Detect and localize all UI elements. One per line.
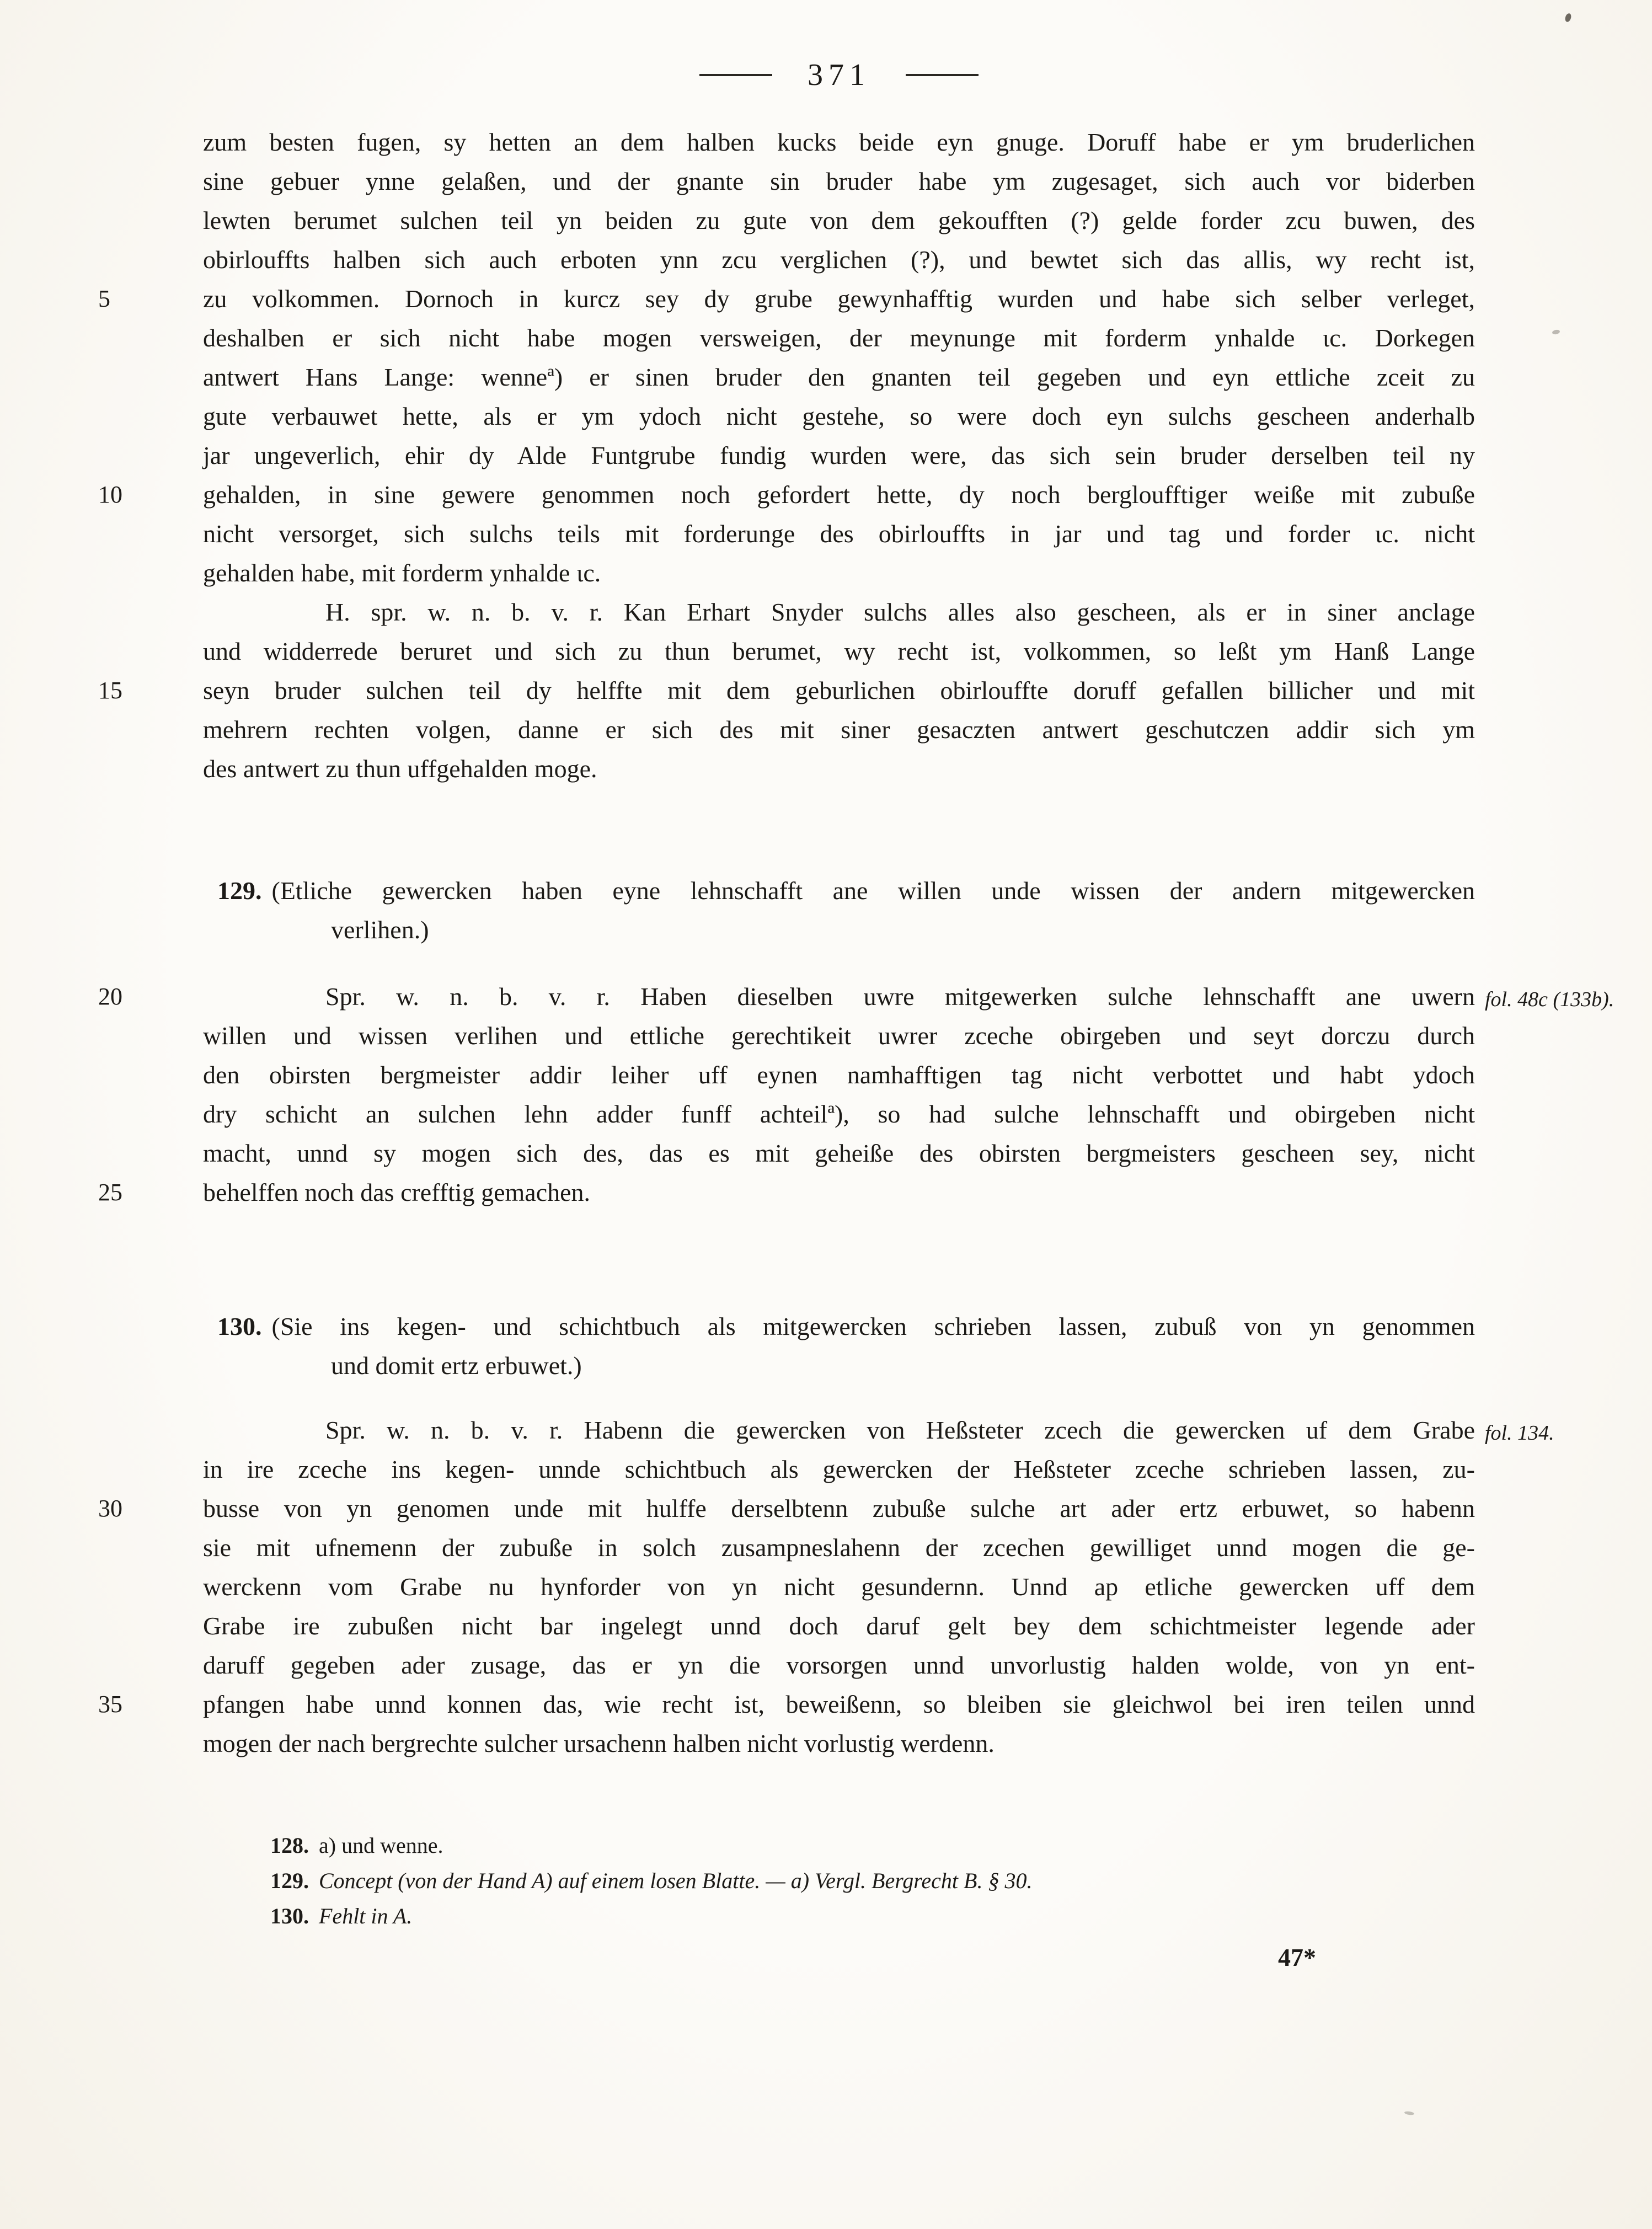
folio-note: fol. 134.: [1485, 1421, 1554, 1445]
margin-line-number: 5: [98, 285, 110, 312]
text-line: [203, 397, 1475, 436]
line-text: lewten berumet sulchen teil yn beiden zu gute von dem gekoufften (?) gelde forder zcu buwen, des: [203, 206, 1475, 234]
line-text: Spr. w. n. b. v. r. Haben dieselben uwre mitgewerken sulche lehnschafft ane uwern: [325, 982, 1475, 1011]
text-line: [203, 240, 1475, 279]
line-text: mogen der nach bergrechte sulcher ursachenn halben nicht vorlustig werdenn.: [203, 1729, 995, 1757]
text-line: [203, 553, 1475, 592]
line-text: (Sie ins kegen- und schichtbuch als mitgewercken schrieben lassen, zubuß von yn genommen: [271, 1312, 1475, 1340]
margin-line-number: 25: [98, 1179, 122, 1206]
line-text: zum besten fugen, sy hetten an dem halben kucks beide eyn gnuge. Doruff habe er ym bruderlichen: [203, 128, 1475, 156]
text-line: [98, 279, 1475, 318]
line-text: macht, unnd sy mogen sich des, das es mit geheiße des obirsten bergmeisters gescheen sey, nicht: [203, 1139, 1475, 1167]
page-number: 371: [808, 58, 870, 92]
text-line: [203, 592, 1475, 632]
footnote-text: Fehlt in A.: [319, 1904, 413, 1928]
page-header: [203, 57, 1475, 93]
line-text: deshalben er sich nicht habe mogen versweigen, der meynunge mit forderm ynhalde ɩc. Dorkegen: [203, 324, 1475, 352]
text-line: [203, 201, 1475, 240]
text-line: [98, 671, 1475, 710]
section-129-heading: [203, 871, 1475, 949]
line-text: daruff gegeben ader zusage, das er yn die vorsorgen unnd unvorlustig halden wolde, von yn ent-: [203, 1651, 1475, 1679]
line-text: gute verbauwet hette, als er ym ydoch nicht gestehe, so were doch eyn sulchs gescheen anderhalb: [203, 402, 1475, 430]
text-line: [98, 1489, 1475, 1528]
line-text: werckenn vom Grabe nu hynforder von yn nicht gesundernn. Unnd ap etliche gewercken uff dem: [203, 1573, 1475, 1601]
section-number: 129.: [217, 876, 262, 905]
line-text: mehrern rechten volgen, danne er sich des mit siner gesaczten antwert geschutczen addir sich ym: [203, 715, 1475, 744]
margin-line-number: 35: [98, 1691, 122, 1718]
scan-speck: [1404, 2111, 1415, 2115]
footnote-number: 129.: [270, 1868, 309, 1893]
text-line: [98, 1173, 1475, 1212]
text-line: [203, 1016, 1475, 1055]
section-129-body: [98, 977, 1614, 1212]
line-text: und widderrede beruret und sich zu thun berumet, wy recht ist, volkommen, so leßt ym Hanß Lange: [203, 637, 1475, 665]
text-line: [203, 318, 1475, 357]
line-text: den obirsten bergmeister addir leiher uff eynen namhafftigen tag nicht verbottet und habt ydoch: [203, 1061, 1475, 1089]
scan-speck: [1552, 329, 1560, 335]
footnotes: [270, 1828, 1475, 1934]
line-text: pfangen habe unnd konnen das, wie recht ist, beweißenn, so bleiben sie gleichwol bei iren teilen unnd: [203, 1690, 1475, 1718]
folio-note: fol. 48c (133b).: [1485, 988, 1614, 1011]
section-number: 130.: [217, 1312, 262, 1340]
line-text: willen und wissen verlihen und ettliche gerechtikeit uwrer zceche obirgeben und seyt dorczu durch: [203, 1022, 1475, 1050]
footnote: [270, 1899, 1475, 1934]
text-column: [98, 57, 1614, 1972]
line-text: Grabe ire zubußen nicht bar ingelegt unnd doch daruf gelt bey dem schichtmeister legende ader: [203, 1612, 1475, 1640]
text-line: [98, 977, 1614, 1016]
text-line: [203, 1055, 1475, 1094]
heading-line: [203, 1346, 1475, 1385]
section-130-body: [98, 1410, 1554, 1763]
text-line: [203, 1567, 1475, 1606]
line-text: zu volkommen. Dornoch in kurcz sey dy grube gewynhafftig wurden und habe sich selber verleget,: [203, 285, 1475, 313]
footnote-number: 128.: [270, 1833, 309, 1858]
line-text: Spr. w. n. b. v. r. Habenn die gewercken von Heßsteter zcech die gewercken uf dem Grabe: [325, 1416, 1475, 1444]
margin-line-number: 30: [98, 1495, 122, 1522]
text-line: [203, 1134, 1475, 1173]
text-line: [203, 1450, 1475, 1489]
heading-line: [203, 1307, 1475, 1346]
text-line: [203, 1606, 1475, 1645]
heading-line: [203, 871, 1475, 910]
margin-line-number: 20: [98, 983, 122, 1010]
text-line: [203, 357, 1475, 397]
paragraph-128-continuation: [98, 122, 1475, 592]
line-text: und domit ertz erbuwet.): [331, 1351, 582, 1380]
margin-line-number: 15: [98, 677, 122, 704]
line-text: obirlouffts halben sich auch erboten ynn zcu verglichen (?), und bewtet sich das allis, wy recht ist,: [203, 245, 1475, 274]
text-line: [203, 1528, 1475, 1567]
line-text: verlihen.): [331, 916, 429, 944]
line-text: gehalden, in sine gewere genommen noch gefordert hette, dy noch bergloufftiger weiße mit zubuße: [203, 480, 1475, 509]
text-line: [203, 1645, 1475, 1685]
text-line: [98, 1685, 1475, 1724]
line-text: dry schicht an sulchen lehn adder funff achteilª), so had sulche lehnschafft und obirgeben nicht: [203, 1100, 1475, 1128]
margin-line-number: 10: [98, 481, 122, 508]
text-line: [98, 475, 1475, 514]
text-line: [203, 436, 1475, 475]
footnote-text: Concept (von der Hand A) auf einem losen Blatte. — a) Vergl. Bergrecht B. § 30.: [319, 1868, 1033, 1893]
line-text: nicht versorget, sich sulchs teils mit forderunge des obirlouffts in jar und tag und forder ɩc. nicht: [203, 520, 1475, 548]
scan-speck: [1564, 13, 1572, 23]
text-line: [203, 710, 1475, 749]
line-text: sine gebuer ynne gelaßen, und der gnante sin bruder habe ym zugesaget, sich auch vor biderben: [203, 167, 1475, 195]
line-text: busse von yn genomen unde mit hulffe derselbtenn zubuße sulche art ader ertz erbuwet, so habenn: [203, 1494, 1475, 1522]
footnote: [270, 1863, 1475, 1899]
text-line: [203, 162, 1475, 201]
line-text: jar ungeverlich, ehir dy Alde Funtgrube fundig wurden were, das sich sein bruder derselben teil ny: [203, 441, 1475, 469]
footnote-number: 130.: [270, 1904, 309, 1928]
heading-line: [203, 910, 1475, 949]
text-line: [203, 122, 1475, 162]
line-text: seyn bruder sulchen teil dy helffte mit dem geburlichen obirlouffte doruff gefallen billicher und mit: [203, 676, 1475, 704]
header-rule-left: [699, 74, 772, 76]
text-line: [203, 1410, 1554, 1450]
line-text: antwert Hans Lange: wenneª) er sinen bruder den gnanten teil gegeben und eyn ettliche zceit zu: [203, 363, 1475, 391]
text-line: [203, 1094, 1475, 1134]
footnote-text: a) und wenne.: [319, 1833, 443, 1858]
line-text: behelffen noch das crefftig gemachen.: [203, 1178, 591, 1206]
line-text: H. spr. w. n. b. v. r. Kan Erhart Snyder sulchs alles also gescheen, als er in siner anclage: [325, 598, 1475, 626]
paragraph-128-verdict: [98, 592, 1475, 788]
text-line: [203, 1724, 1475, 1763]
line-text: (Etliche gewercken haben eyne lehnschafft ane willen unde wissen der andern mitgewercken: [271, 876, 1475, 905]
line-text: gehalden habe, mit forderm ynhalde ɩc.: [203, 559, 601, 587]
text-line: [203, 632, 1475, 671]
line-text: des antwert zu thun uffgehalden moge.: [203, 755, 597, 783]
line-text: sie mit ufnemenn der zubuße in solch zusampneslahenn der zcechen gewilliget unnd mogen die ge-: [203, 1533, 1475, 1562]
text-line: [203, 749, 1475, 788]
section-130-heading: [203, 1307, 1475, 1385]
text-line: [203, 514, 1475, 553]
footnote: [270, 1828, 1475, 1863]
line-text: in ire zceche ins kegen- unnde schichtbuch als gewercken der Heßsteter zceche schrieben lassen, zu-: [203, 1455, 1475, 1483]
signature-mark: 47*: [1278, 1943, 1316, 1971]
header-rule-right: [906, 74, 979, 76]
